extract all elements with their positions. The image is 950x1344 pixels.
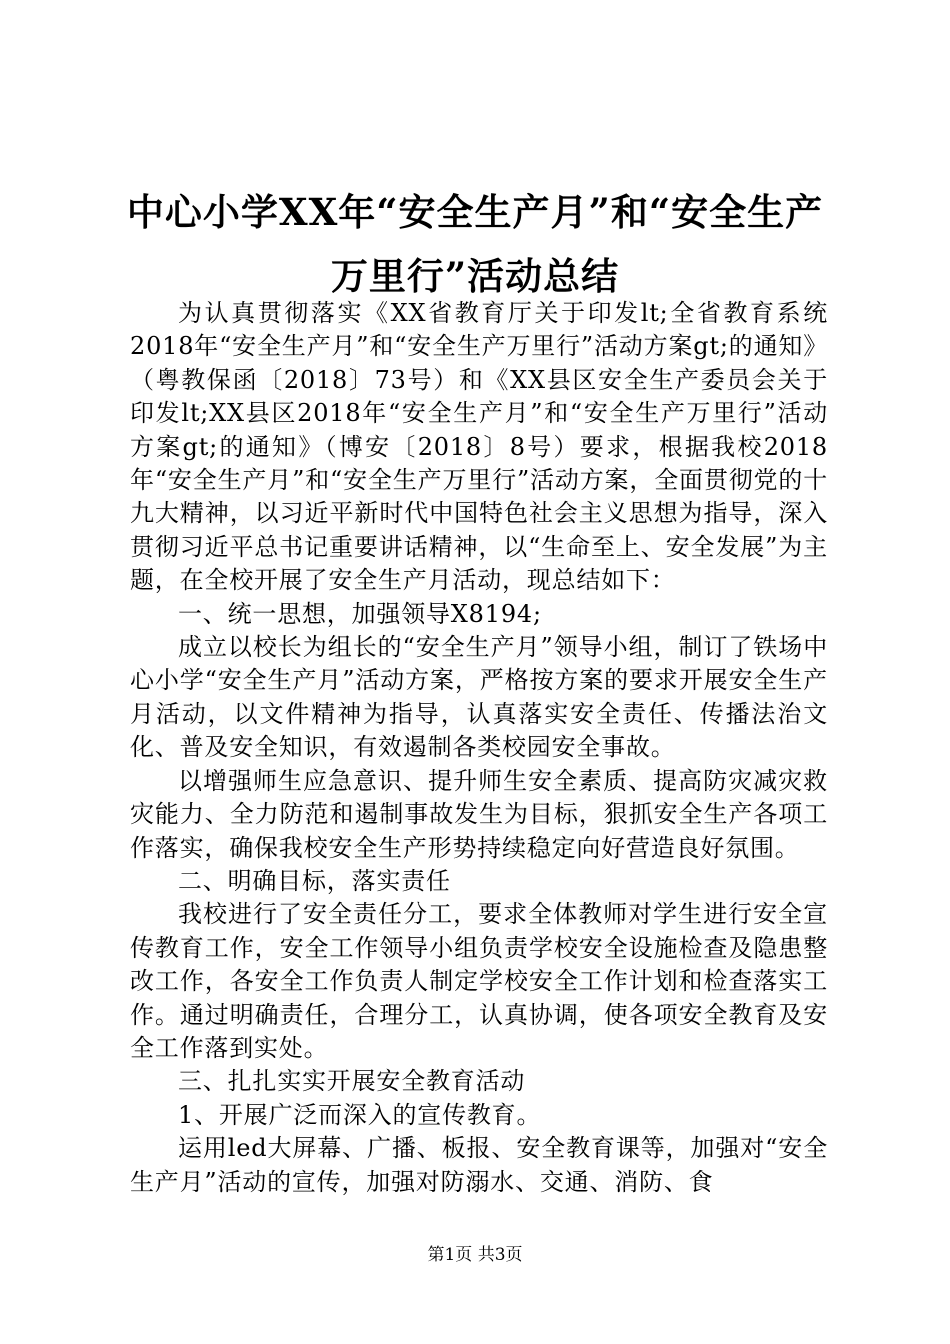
subsection-heading: 1、开展广泛而深入的宣传教育。 [178, 1100, 542, 1129]
page-footer: 第1页 共3页 [427, 1245, 523, 1265]
section-heading: 二、明确目标，落实责任 [178, 866, 451, 895]
paragraph: 运用led大屏幕、广播、板报、安全教育课等，加强对“安全生产月”活动的宣传，加强对防溺水、交通、消防、食 [130, 1134, 828, 1196]
paragraph: 我校进行了安全责任分工，要求全体教师对学生进行安全宣传教育工作，安全工作领导小组负责学校安全设施检查及隐患整改工作，各安全工作负责人制定学校安全工作计划和检查落实工作。通过明确责任，合理分工，认真协调，使各项安全教育及安全工作落到实处。 [130, 900, 828, 1062]
paragraph: 成立以校长为组长的“安全生产月”领导小组，制订了铁场中心小学“安全生产月”活动方案，严格按方案的要求开展安全生产月活动，以文件精神为指导，认真落实安全责任、传播法治文化、普及安全知识，有效遏制各类校园安全事故。 [130, 633, 828, 762]
paragraph: 以增强师生应急意识、提升师生安全素质、提高防灾减灾救灾能力、全力防范和遏制事故发生为目标，狠抓安全生产各项工作落实，确保我校安全生产形势持续稳定向好营造良好氛围。 [130, 766, 828, 862]
document-title [120, 180, 830, 308]
section-heading: 三、扎扎实实开展安全教育活动 [178, 1067, 526, 1096]
paragraph: 为认真贯彻落实《XX省教育厅关于印发lt;全省教育系统2018年“安全生产月”和“安全生产万里行”活动方案gt;的通知》（粤教保函〔2018〕73号）和《XX县区安全生产委员会关于印发lt;XX县区2018年“安全生产月”和“安全生产万里行”活动方案gt;的通知》（博安〔2018〕8号）要求，根据我校2018年“安全生产月”和“安全生产万里行”活动方案，全面贯彻党的十九大精神，以习近平新时代中国特色社会主义思想为指导，深入贯彻习近平总书记重要讲话精神，以“生命至上、安全发展”为主题，在全校开展了安全生产月活动，现总结如下： [130, 299, 828, 595]
title-line-1: 中心小学XX年“安全生产月”和“安全生产 [126, 190, 824, 234]
section-heading: 一、统一思想，加强领导X8194; [178, 599, 542, 628]
title-line-2: 万里行”活动总结 [330, 254, 620, 298]
document-body [130, 297, 828, 1199]
